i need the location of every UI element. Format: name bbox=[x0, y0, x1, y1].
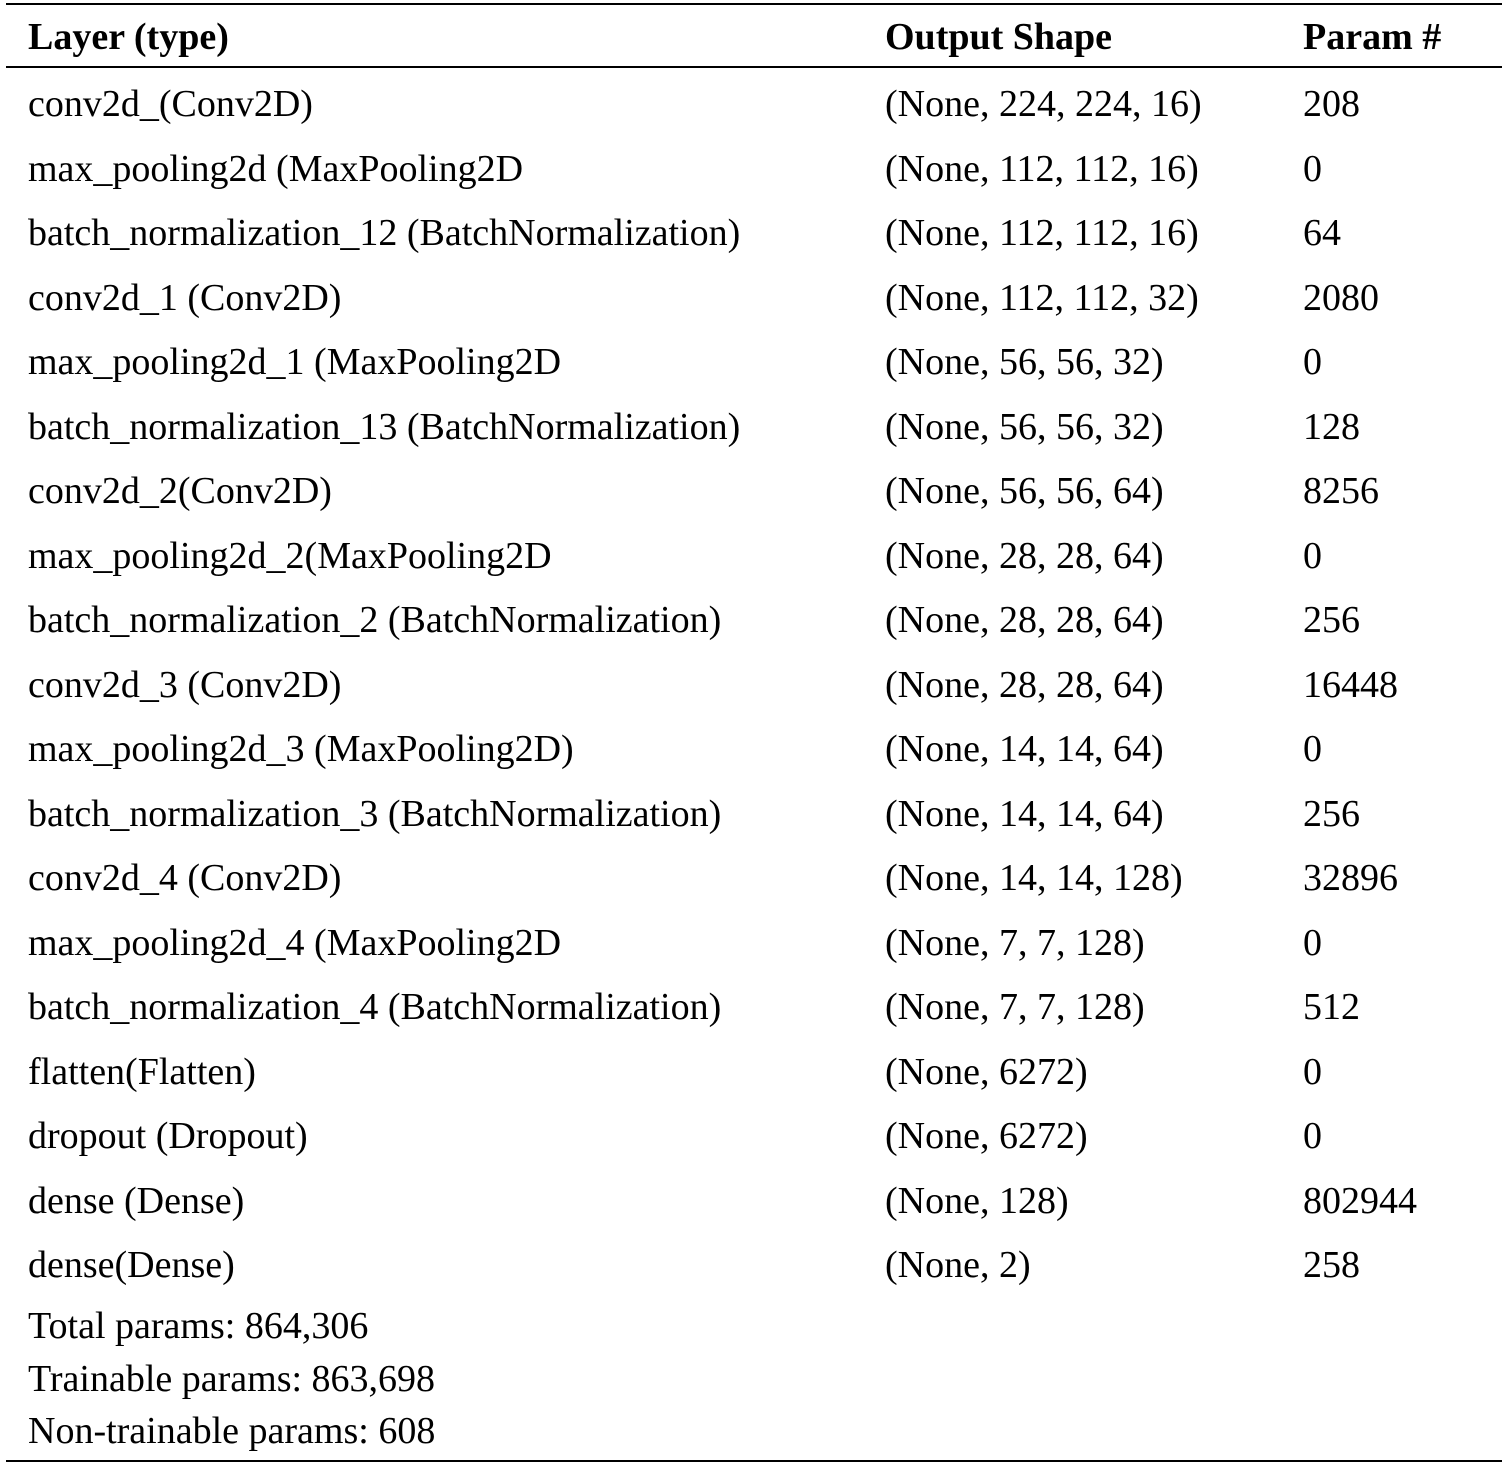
table-row bbox=[6, 201, 1502, 266]
param-count-cell: 128 bbox=[1303, 405, 1360, 448]
output-shape-cell: (None, 128) bbox=[885, 1179, 1069, 1222]
table-row bbox=[6, 1040, 1502, 1105]
param-count-cell: 0 bbox=[1303, 341, 1322, 383]
param-count-cell: 0 bbox=[1303, 147, 1322, 190]
layer-cell: batch_normalization_4 (BatchNormalization) bbox=[28, 986, 722, 1028]
table-header-row bbox=[6, 12, 1502, 62]
output-shape-cell: (None, 14, 14, 64) bbox=[885, 792, 1164, 835]
non-trainable-params: Non-trainable params: 608 bbox=[28, 1410, 436, 1452]
layer-cell: batch_normalization_2 (BatchNormalization) bbox=[28, 599, 722, 641]
table-row bbox=[6, 524, 1502, 589]
layer-cell: max_pooling2d_1 (MaxPooling2D bbox=[28, 341, 562, 383]
layer-cell: batch_normalization_3 (BatchNormalization) bbox=[28, 792, 722, 835]
output-shape-cell: (None, 6272) bbox=[885, 1115, 1088, 1157]
layer-cell: conv2d_1 (Conv2D) bbox=[28, 276, 342, 319]
table-row bbox=[6, 588, 1502, 653]
output-shape-cell: (None, 14, 14, 64) bbox=[885, 728, 1164, 770]
param-count-cell: 32896 bbox=[1303, 857, 1398, 899]
table-row bbox=[6, 1104, 1502, 1169]
table-row bbox=[6, 653, 1502, 718]
output-shape-cell: (None, 28, 28, 64) bbox=[885, 534, 1164, 577]
layer-cell: dense(Dense) bbox=[28, 1244, 235, 1286]
param-count-cell: 0 bbox=[1303, 921, 1322, 964]
output-shape-cell: (None, 14, 14, 128) bbox=[885, 857, 1183, 899]
param-count-cell: 256 bbox=[1303, 792, 1360, 835]
trainable-params: Trainable params: 863,698 bbox=[28, 1357, 436, 1400]
layer-cell: conv2d_2(Conv2D) bbox=[28, 470, 332, 512]
table-row bbox=[6, 717, 1502, 782]
output-shape-cell: (None, 224, 224, 16) bbox=[885, 83, 1202, 125]
output-shape-cell: (None, 28, 28, 64) bbox=[885, 663, 1164, 706]
param-count-cell: 16448 bbox=[1303, 663, 1398, 706]
output-shape-cell: (None, 7, 7, 128) bbox=[885, 921, 1145, 964]
param-count-cell: 802944 bbox=[1303, 1179, 1417, 1222]
param-count-cell: 256 bbox=[1303, 599, 1360, 641]
model-summary-table bbox=[6, 0, 1502, 1467]
table-row bbox=[6, 266, 1502, 331]
table-header-rule bbox=[6, 66, 1502, 68]
output-shape-cell: (None, 112, 112, 32) bbox=[885, 276, 1199, 319]
param-count-cell: 0 bbox=[1303, 1115, 1322, 1157]
layer-cell: conv2d_4 (Conv2D) bbox=[28, 857, 342, 899]
layer-cell: dense (Dense) bbox=[28, 1179, 245, 1222]
total-params: Total params: 864,306 bbox=[28, 1305, 369, 1347]
table-row bbox=[6, 846, 1502, 911]
layer-cell: flatten(Flatten) bbox=[28, 1050, 256, 1093]
table-row bbox=[6, 1169, 1502, 1234]
layer-cell: dropout (Dropout) bbox=[28, 1115, 308, 1157]
layer-cell: max_pooling2d (MaxPooling2D bbox=[28, 147, 524, 190]
params-summary bbox=[28, 1300, 435, 1458]
output-shape-cell: (None, 28, 28, 64) bbox=[885, 599, 1164, 641]
param-count-cell: 8256 bbox=[1303, 470, 1379, 512]
layer-cell: max_pooling2d_2(MaxPooling2D bbox=[28, 534, 552, 577]
param-count-cell: 0 bbox=[1303, 728, 1322, 770]
table-row bbox=[6, 395, 1502, 460]
layer-cell: batch_normalization_12 (BatchNormalization) bbox=[28, 212, 741, 254]
header-layer-type: Layer (type) bbox=[28, 16, 229, 58]
layer-cell: max_pooling2d_4 (MaxPooling2D bbox=[28, 921, 562, 964]
layer-cell: conv2d_(Conv2D) bbox=[28, 83, 313, 125]
table-bottom-rule bbox=[6, 1460, 1502, 1462]
output-shape-cell: (None, 112, 112, 16) bbox=[885, 147, 1199, 190]
param-count-cell: 208 bbox=[1303, 83, 1360, 125]
param-count-cell: 0 bbox=[1303, 534, 1322, 577]
table-row bbox=[6, 459, 1502, 524]
table-row bbox=[6, 911, 1502, 976]
output-shape-cell: (None, 56, 56, 32) bbox=[885, 405, 1164, 448]
layer-cell: conv2d_3 (Conv2D) bbox=[28, 663, 342, 706]
layer-cell: max_pooling2d_3 (MaxPooling2D) bbox=[28, 728, 574, 770]
header-output-shape: Output Shape bbox=[885, 16, 1113, 58]
param-count-cell: 258 bbox=[1303, 1244, 1360, 1286]
layer-cell: batch_normalization_13 (BatchNormalization) bbox=[28, 405, 741, 448]
table-row bbox=[6, 330, 1502, 395]
table-top-rule bbox=[6, 3, 1502, 5]
param-count-cell: 512 bbox=[1303, 986, 1360, 1028]
table-row bbox=[6, 782, 1502, 847]
output-shape-cell: (None, 6272) bbox=[885, 1050, 1088, 1093]
output-shape-cell: (None, 56, 56, 64) bbox=[885, 470, 1164, 512]
table-row bbox=[6, 72, 1502, 137]
param-count-cell: 2080 bbox=[1303, 276, 1379, 319]
output-shape-cell: (None, 2) bbox=[885, 1244, 1031, 1286]
output-shape-cell: (None, 7, 7, 128) bbox=[885, 986, 1145, 1028]
param-count-cell: 0 bbox=[1303, 1050, 1322, 1093]
header-param-count: Param # bbox=[1303, 16, 1442, 58]
param-count-cell: 64 bbox=[1303, 212, 1341, 254]
table-row bbox=[6, 137, 1502, 202]
output-shape-cell: (None, 112, 112, 16) bbox=[885, 212, 1199, 254]
output-shape-cell: (None, 56, 56, 32) bbox=[885, 341, 1164, 383]
table-row bbox=[6, 975, 1502, 1040]
table-body bbox=[6, 72, 1502, 1298]
table-row bbox=[6, 1233, 1502, 1298]
